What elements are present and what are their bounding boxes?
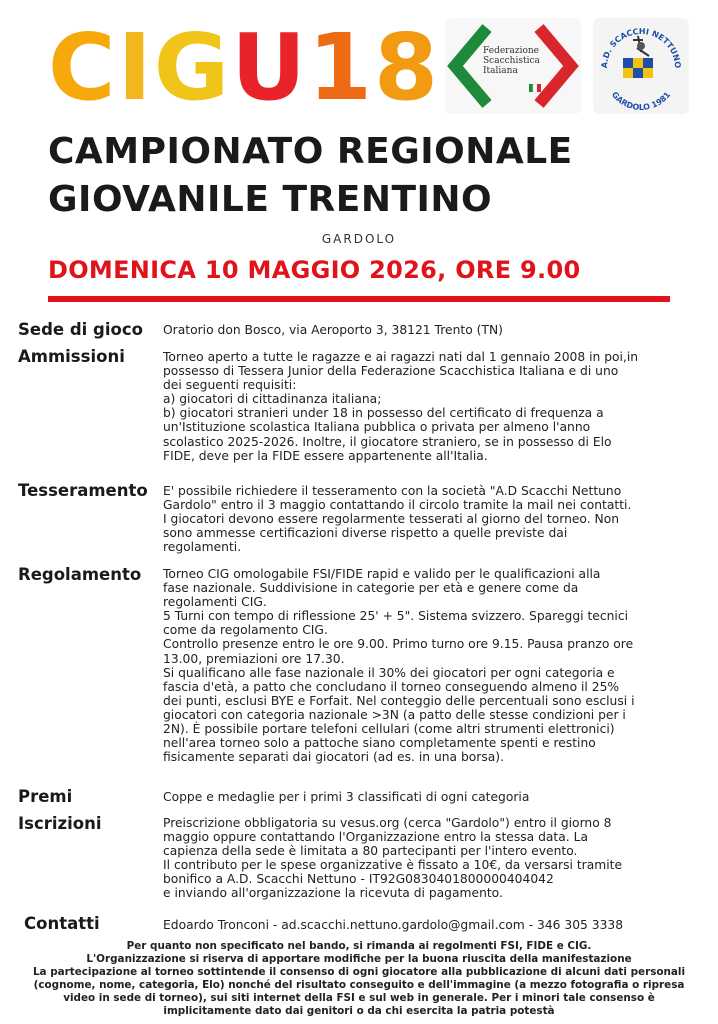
title-letter: C [48, 14, 118, 121]
svg-text:GARDOLO 1981 [610, 90, 673, 112]
section-ammissioni [18, 347, 698, 477]
section-text: E' possibile richiedere il tesseramento con la società "A.D Scacchi Nettuno Gardolo" entro il 3 maggio contattando il circolo tramite la mail nei contatti. I giocatori devono essere regolarmente tesserati al giorno del torneo. Non sono ammesse certificazioni diverse rispetto a quelle previste dai regolamenti. [163, 484, 632, 555]
headline-line-1: CAMPIONATO REGIONALE [48, 131, 573, 172]
section-sede [18, 320, 698, 344]
section-label: Tesseramento [18, 481, 148, 500]
section-premi [18, 787, 698, 811]
fsi-logo-text: Federazione Scacchistica Italiana [483, 46, 540, 76]
club-logo-top-text: A.D. SCACCHI NETTUNO [599, 26, 683, 69]
section-text: Preiscrizione obbligatoria su vesus.org (cerca "Gardolo") entro il giorno 8 maggio oppure contattando l'Organizzazione entro la stessa data. La capienza della sede è limitata a 80 partecipanti per l'intero evento. Il contributo per le spese organizzative è fissato a 10€, da versarsi tramite bonifico a A.D. Scacchi Nettuno - IT92G0830401800000404042 e inviando all'organizzazione la ricevuta di pagamento. [163, 816, 623, 901]
title-letter: U [231, 14, 308, 121]
footer-line: video in sede di torneo), sui siti internet della FSI e sul web in generale. Per i minori tale consenso è [63, 992, 655, 1004]
section-text: Torneo aperto a tutte le ragazze e ai ragazzi nati dal 1 gennaio 2008 in poi,in possesso di Tessera Junior della Federazione Scacchistica Italiana e di uno dei seguenti requisiti: a) giocatori di cittadinanza italiana; b) giocatori stranieri under 18 in possesso del certificato di frequenza a un'Istituzione scolastica Italiana pubblica o privata per almeno l'anno scolastico 2025-2026. Inoltre, il giocatore straniero, se in possesso di Elo FIDE, deve per la FIDE essere appartenente all'Italia. [163, 350, 639, 463]
nettuno-club-logo [593, 18, 689, 114]
section-label: Iscrizioni [18, 814, 102, 833]
cigu18-logo-title [48, 14, 441, 121]
title-letter: 8 [374, 14, 441, 121]
section-text: Coppe e medaglie per i primi 3 classificati di ogni categoria [163, 790, 530, 804]
section-label: Regolamento [18, 565, 142, 584]
footer-line: Per quanto non specificato nel bando, si rimanda ai regolmenti FSI, FIDE e CIG. [126, 940, 592, 952]
section-label: Sede di gioco [18, 320, 143, 339]
section-label: Ammissioni [18, 347, 125, 366]
title-letter: G [153, 14, 232, 121]
section-regolamento [18, 565, 698, 785]
section-iscrizioni [18, 814, 698, 914]
section-label: Contatti [24, 914, 100, 933]
section-contatti [18, 914, 698, 938]
poster-header [0, 0, 718, 300]
event-date: DOMENICA 10 MAGGIO 2026, ORE 9.00 [48, 256, 581, 284]
section-tesseramento [18, 481, 698, 571]
club-logo-bottom-text: GARDOLO 1981 [609, 90, 673, 113]
venue-town: GARDOLO [321, 232, 397, 246]
footer-line: La partecipazione al torneo sottintende il consenso di ogni giocatore alla pubblicazione di alcuni dati personali [32, 966, 686, 978]
footer-line: implicitamente dato dai genitori o da chi esercita la patria potestà [163, 1005, 555, 1017]
red-divider [48, 296, 670, 302]
title-letter: I [117, 14, 154, 121]
footer-line: L'Organizzazione si riserva di apportare modifiche per la buona riuscita della manifestazione [86, 953, 632, 965]
section-label: Premi [18, 787, 73, 806]
headline-line-2: GIOVANILE TRENTINO [48, 179, 493, 220]
section-text: Torneo CIG omologabile FSI/FIDE rapid e valido per le qualificazioni alla fase nazionale. Suddivisione in categorie per età e genere come da regolamenti CIG. 5 Turni con tempo di riflessione 25' + 5". Sistema svizzero. Spareggi tecnici come da regolamento CIG. Controllo presenze entro le ore 9.00. Primo turno ore 9.15. Pausa pranzo ore 13.00, premiazioni ore 17.30. Si qualificano alle fase nazionale il 30% dei giocatori per ogni categoria e fascia d'età, a patto che concludano il torneo conseguendo almeno il 25% dei punti, esclusi BYE e Forfait. Nel conteggio delle percentuali sono esclusi i giocatori con categoria nazionale >3N (a patto delle stesse condizioni per i 2N). È possibile portare telefoni cellulari (come altri strumenti elettronici) nell'area torneo solo a pattoche siano completamente spenti e restino fisicamente separati dai giocatori (ad es. in una borsa). [163, 567, 635, 765]
section-text: Edoardo Tronconi - ad.scacchi.nettuno.gardolo@gmail.com - 346 305 3338 [163, 918, 624, 932]
section-text: Oratorio don Bosco, via Aeroporto 3, 38121 Trento (TN) [163, 323, 503, 337]
footer-disclaimer [20, 940, 698, 1018]
fsi-logo [445, 18, 581, 114]
club-crest-icon [593, 18, 689, 114]
footer-line: (cognome, nome, categoria, Elo) nonché del risultato conseguito e dell'immagine (a mezzo fotografia o ripresa [33, 979, 685, 991]
title-letter: 1 [308, 14, 375, 121]
